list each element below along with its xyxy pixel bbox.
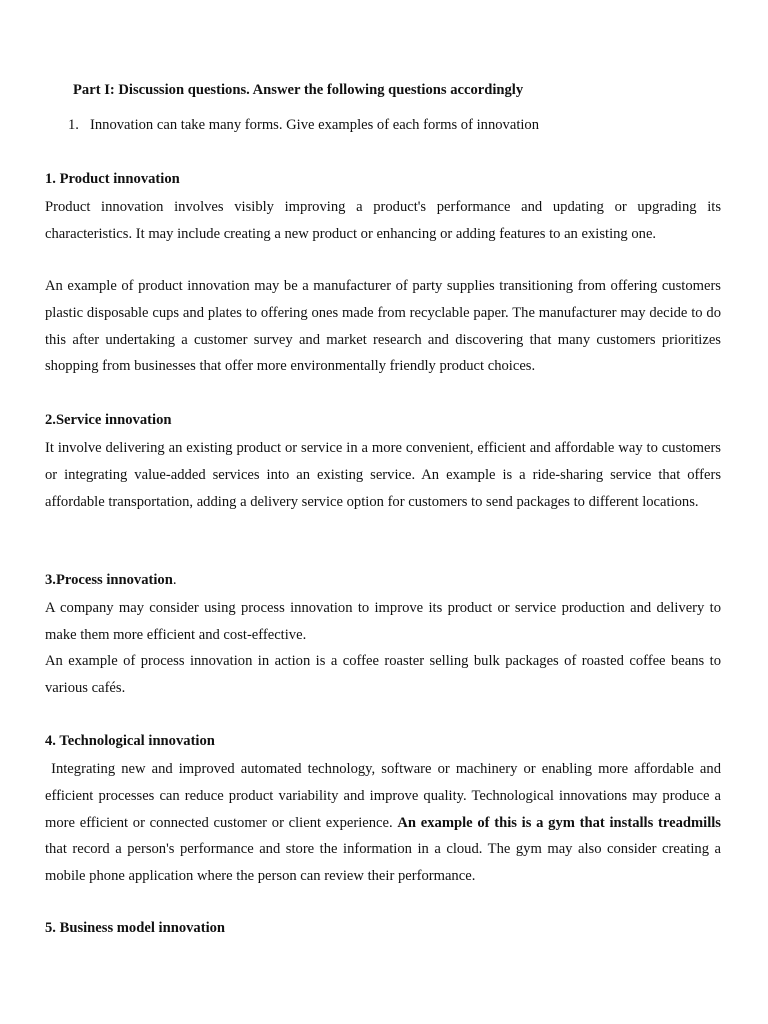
heading-process-suffix: . <box>172 572 177 588</box>
technological-text-end: that record a person's performance and store the information in a cloud. The gym may also consider creating a mobile phone application where the person can review their performance. <box>45 814 725 885</box>
product-paragraph-2: An example of product innovation may be a manufacturer of party supplies transitioning from offering customers plastic disposable cups and plates to offering ones made from recyclable paper. The manufacturer may decide to do this after undertaking a customer survey and market research and discovering that many customers prioritizes shopping from businesses that offer more environmentally friendly product choices. <box>45 278 721 375</box>
technological-paragraph-1 <box>45 756 725 890</box>
technological-text-start: Integrating new and improved automated technology, software or machinery or enabling more affordable and efficient processes can reduce product variability and improve quality. Technological innovations may produce a more efficient or connected customer or client experience. <box>45 761 725 831</box>
process-paragraph-2: An example of process innovation in action is a coffee roaster selling bulk packages of roasted coffee beans to various cafés. <box>45 653 721 696</box>
part-title: Part I: Discussion questions. Answer the following questions accordingly <box>73 82 524 98</box>
heading-process-innovation-line <box>45 572 177 589</box>
heading-product-innovation: 1. Product innovation <box>45 171 180 187</box>
service-paragraph-1: It involve delivering an existing product or service in a more convenient, efficient and affordable way to customers or integrating value-added services into an existing service. An example is a ride-sharing service that offers affordable transportation, adding a delivery service option for customers to send packages to different locations. <box>45 440 721 510</box>
heading-business-model-innovation: 5. Business model innovation <box>45 920 226 936</box>
question-1 <box>68 117 539 134</box>
heading-service-innovation: 2.Service innovation <box>45 412 172 428</box>
process-paragraph-1: A company may consider using process innovation to improve its product or service production and delivery to make them more efficient and cost-effective. <box>45 600 721 643</box>
technological-text-bold: An example of this is a gym that installs treadmills <box>397 814 721 831</box>
question-number: 1. <box>68 117 79 133</box>
product-paragraph-1: Product innovation involves visibly improving a product's performance and updating or upgrading its characteristics. It may include creating a new product or enhancing or adding features to an existing one. <box>45 199 721 242</box>
question-text: Innovation can take many forms. Give examples of each forms of innovation <box>90 117 540 133</box>
heading-process-innovation: 3.Process innovation <box>45 572 173 588</box>
heading-technological-innovation: 4. Technological innovation <box>45 733 215 749</box>
